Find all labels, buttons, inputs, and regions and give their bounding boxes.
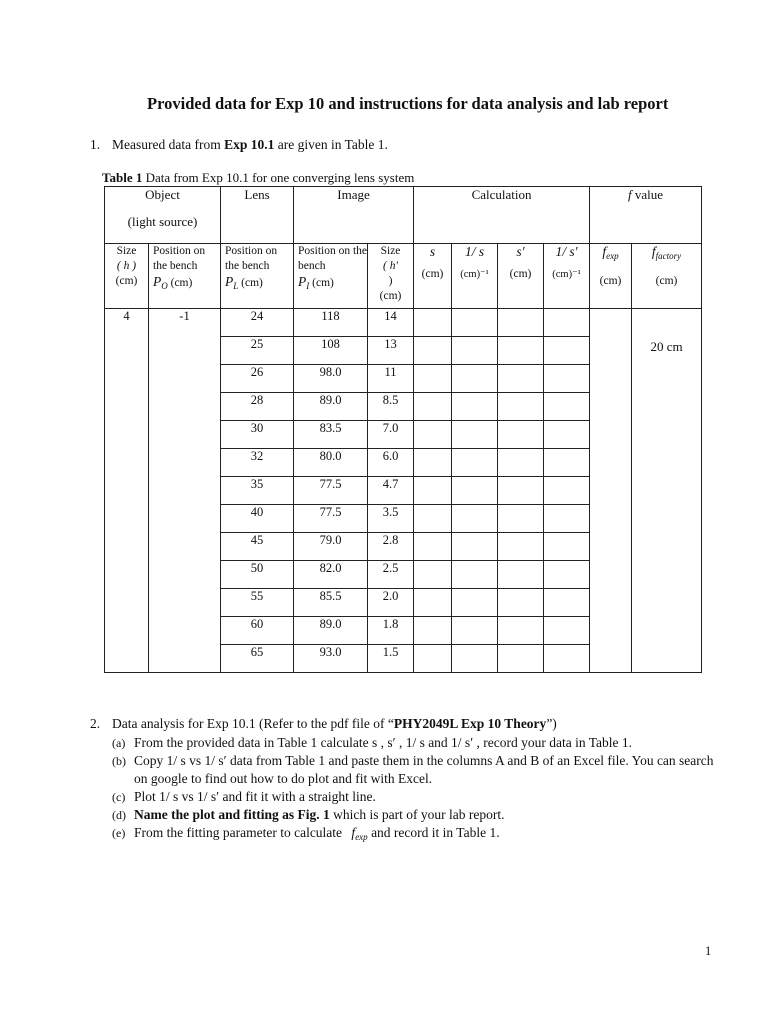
s-cell bbox=[414, 337, 452, 365]
object-position-cell: -1 bbox=[149, 309, 221, 673]
object-size-symbol: ( h ) bbox=[116, 260, 137, 272]
inv-s-prime-cell bbox=[544, 421, 590, 449]
group-lens: Lens bbox=[221, 187, 294, 244]
s-prime-cell bbox=[498, 589, 544, 617]
inv-s-cell bbox=[452, 365, 498, 393]
f-exp-subscript: exp bbox=[606, 251, 619, 261]
image-position-cell: 93.0 bbox=[294, 645, 368, 673]
table-body bbox=[105, 309, 702, 673]
inv-s-cell bbox=[452, 589, 498, 617]
f-factory-cell bbox=[632, 309, 702, 673]
s-prime-cell bbox=[498, 393, 544, 421]
instruction-a-label: (a) bbox=[112, 736, 126, 750]
f-exp-cell bbox=[590, 309, 632, 673]
image-size-close: ) bbox=[388, 275, 393, 287]
instruction-c-text: Plot 1/ s vs 1/ s′ and fit it with a straight line. bbox=[134, 789, 376, 804]
instruction-c-label: (c) bbox=[112, 790, 126, 804]
f-exp-unit: (cm) bbox=[599, 275, 622, 287]
s-prime-cell bbox=[498, 645, 544, 673]
inv-s-prime-cell bbox=[544, 309, 590, 337]
object-size-unit: (cm) bbox=[115, 275, 138, 287]
section-1-text-after: are given in Table 1. bbox=[274, 137, 388, 152]
inv-s-prime-cell bbox=[544, 449, 590, 477]
s-prime-cell bbox=[498, 421, 544, 449]
section-2-heading-bold: PHY2049L Exp 10 Theory bbox=[393, 716, 547, 731]
lens-position-cell: 50 bbox=[221, 561, 294, 589]
group-f-value bbox=[590, 187, 702, 244]
image-position-subscript: I bbox=[306, 281, 310, 291]
inv-s-prime-cell bbox=[544, 617, 590, 645]
image-size-cell: 1.8 bbox=[368, 617, 414, 645]
table-row bbox=[105, 309, 702, 337]
image-position-cell: 77.5 bbox=[294, 505, 368, 533]
image-size-cell: 8.5 bbox=[368, 393, 414, 421]
page-number: 1 bbox=[705, 944, 712, 958]
col-header-inv-s-prime bbox=[544, 244, 590, 309]
s-cell bbox=[414, 393, 452, 421]
instruction-b-text: Copy 1/ s vs 1/ s′ data from Table 1 and paste them in the columns A and B of an Excel file. You can search on google to find out how to do plot and fit with Excel. bbox=[134, 753, 714, 786]
inv-s-unit: (cm)⁻¹ bbox=[460, 269, 489, 280]
inv-s-prime-cell bbox=[544, 533, 590, 561]
lens-position-cell: 40 bbox=[221, 505, 294, 533]
inv-s-cell bbox=[452, 393, 498, 421]
inv-s-prime-cell bbox=[544, 505, 590, 533]
inv-s-prime-cell bbox=[544, 589, 590, 617]
image-position-cell: 85.5 bbox=[294, 589, 368, 617]
image-size-cell: 2.0 bbox=[368, 589, 414, 617]
section-1-text-before: Measured data from bbox=[112, 137, 225, 152]
col-header-inv-s bbox=[452, 244, 498, 309]
inv-s-cell bbox=[452, 309, 498, 337]
lens-position-cell: 24 bbox=[221, 309, 294, 337]
instruction-a-text: From the provided data in Table 1 calculate s , s′ , 1/ s and 1/ s′ , record your data in Table 1. bbox=[134, 735, 633, 750]
lens-position-symbol: P bbox=[225, 274, 234, 289]
lens-position-cell: 32 bbox=[221, 449, 294, 477]
image-size-cell: 13 bbox=[368, 337, 414, 365]
col-header-object-size bbox=[105, 244, 149, 309]
inv-s-prime-symbol: 1/ s′ bbox=[555, 244, 578, 259]
s-prime-cell bbox=[498, 617, 544, 645]
inv-s-prime-cell bbox=[544, 477, 590, 505]
s-cell bbox=[414, 421, 452, 449]
table-column-header-row bbox=[105, 244, 702, 309]
instruction-d bbox=[112, 806, 730, 824]
image-position-cell: 108 bbox=[294, 337, 368, 365]
col-header-s bbox=[414, 244, 452, 309]
section-2-heading-text: Data analysis for Exp 10.1 (Refer to the pdf file of “ bbox=[112, 716, 394, 731]
inv-s-cell bbox=[452, 561, 498, 589]
s-prime-unit: (cm) bbox=[509, 268, 532, 280]
f-exp-symbol: f bbox=[602, 244, 607, 259]
lens-position-cell: 45 bbox=[221, 533, 294, 561]
s-prime-symbol: s′ bbox=[516, 244, 525, 259]
instruction-e-label: (e) bbox=[112, 826, 126, 840]
image-size-unit: (cm) bbox=[379, 290, 402, 302]
inv-s-cell bbox=[452, 449, 498, 477]
section-2-heading-end: ”) bbox=[546, 716, 557, 731]
s-prime-cell bbox=[498, 533, 544, 561]
col-header-f-exp bbox=[590, 244, 632, 309]
col-header-image-position bbox=[294, 244, 368, 309]
s-cell bbox=[414, 505, 452, 533]
inv-s-prime-cell bbox=[544, 645, 590, 673]
group-image: Image bbox=[294, 187, 414, 244]
inv-s-cell bbox=[452, 477, 498, 505]
inv-s-cell bbox=[452, 421, 498, 449]
lens-position-subscript: L bbox=[233, 281, 239, 291]
image-size-cell: 3.5 bbox=[368, 505, 414, 533]
inv-s-cell bbox=[452, 505, 498, 533]
instruction-d-text: which is part of your lab report. bbox=[329, 807, 505, 822]
object-position-symbol: P bbox=[153, 274, 162, 289]
col-header-f-factory bbox=[632, 244, 702, 309]
image-position-cell: 118 bbox=[294, 309, 368, 337]
inv-s-cell bbox=[452, 337, 498, 365]
inv-s-prime-unit: (cm)⁻¹ bbox=[552, 269, 581, 280]
lens-position-cell: 28 bbox=[221, 393, 294, 421]
s-cell bbox=[414, 533, 452, 561]
s-cell bbox=[414, 589, 452, 617]
image-size-cell: 6.0 bbox=[368, 449, 414, 477]
lens-position-title: Position on the bench bbox=[225, 245, 278, 272]
f-value-label: value bbox=[631, 187, 664, 202]
image-size-cell: 14 bbox=[368, 309, 414, 337]
image-size-cell: 2.8 bbox=[368, 533, 414, 561]
instruction-e bbox=[112, 824, 730, 846]
table-caption-label: Table 1 bbox=[102, 170, 143, 185]
col-header-s-prime bbox=[498, 244, 544, 309]
col-header-lens-position bbox=[221, 244, 294, 309]
image-size-cell: 2.5 bbox=[368, 561, 414, 589]
s-prime-cell bbox=[498, 505, 544, 533]
lens-position-cell: 26 bbox=[221, 365, 294, 393]
instruction-d-bold: Name the plot and fitting as Fig. 1 bbox=[134, 807, 330, 822]
section-1-number: 1. bbox=[90, 137, 101, 152]
object-position-unit: (cm) bbox=[167, 277, 193, 289]
group-calculation: Calculation bbox=[414, 187, 590, 244]
instruction-b bbox=[112, 752, 730, 788]
s-cell bbox=[414, 617, 452, 645]
lens-position-unit: (cm) bbox=[238, 277, 263, 289]
table-caption bbox=[102, 170, 414, 186]
instruction-b-label: (b) bbox=[112, 754, 126, 768]
image-position-cell: 77.5 bbox=[294, 477, 368, 505]
instruction-e-f-subscript: exp bbox=[355, 832, 368, 842]
lens-position-cell: 55 bbox=[221, 589, 294, 617]
lens-position-cell: 30 bbox=[221, 421, 294, 449]
instruction-e-f-symbol: f bbox=[351, 825, 356, 840]
image-size-cell: 7.0 bbox=[368, 421, 414, 449]
lens-position-cell: 60 bbox=[221, 617, 294, 645]
image-position-cell: 80.0 bbox=[294, 449, 368, 477]
instruction-e-text: From the fitting parameter to calculate bbox=[134, 825, 343, 840]
s-cell bbox=[414, 645, 452, 673]
image-position-cell: 83.5 bbox=[294, 421, 368, 449]
s-symbol: s bbox=[429, 244, 436, 259]
s-prime-cell bbox=[498, 477, 544, 505]
s-cell bbox=[414, 309, 452, 337]
object-size-cell: 4 bbox=[105, 309, 149, 673]
instruction-e-text-end: and record it in Table 1. bbox=[367, 825, 500, 840]
image-position-cell: 82.0 bbox=[294, 561, 368, 589]
image-position-symbol: P bbox=[298, 274, 307, 289]
section-2 bbox=[90, 716, 730, 846]
image-size-cell: 1.5 bbox=[368, 645, 414, 673]
s-prime-cell bbox=[498, 337, 544, 365]
inv-s-symbol: 1/ s bbox=[464, 244, 485, 259]
instruction-c bbox=[112, 788, 730, 806]
image-size-symbol: ( h′ bbox=[383, 260, 399, 272]
image-position-cell: 89.0 bbox=[294, 393, 368, 421]
s-cell bbox=[414, 449, 452, 477]
image-size-cell: 4.7 bbox=[368, 477, 414, 505]
instruction-a bbox=[112, 734, 730, 752]
inv-s-prime-cell bbox=[544, 561, 590, 589]
object-size-title: Size bbox=[116, 245, 137, 257]
lens-position-cell: 65 bbox=[221, 645, 294, 673]
section-1-bold: Exp 10.1 bbox=[224, 137, 275, 152]
group-object-sublabel: (light source) bbox=[127, 214, 198, 229]
lens-position-cell: 35 bbox=[221, 477, 294, 505]
image-position-cell: 89.0 bbox=[294, 617, 368, 645]
data-table bbox=[104, 186, 702, 673]
inv-s-cell bbox=[452, 533, 498, 561]
f-factory-value: 20 cm bbox=[650, 339, 683, 354]
s-prime-cell bbox=[498, 365, 544, 393]
inv-s-prime-cell bbox=[544, 365, 590, 393]
s-cell bbox=[414, 365, 452, 393]
f-value-symbol: f bbox=[628, 187, 632, 202]
section-1-text bbox=[90, 137, 388, 153]
lens-position-cell: 25 bbox=[221, 337, 294, 365]
group-object-label: Object bbox=[145, 187, 180, 202]
f-factory-symbol: f bbox=[651, 244, 656, 259]
table-group-header-row bbox=[105, 187, 702, 244]
group-object bbox=[105, 187, 221, 244]
inv-s-prime-cell bbox=[544, 337, 590, 365]
image-size-cell: 11 bbox=[368, 365, 414, 393]
s-cell bbox=[414, 477, 452, 505]
image-position-unit: (cm) bbox=[309, 277, 334, 289]
section-2-heading bbox=[90, 716, 730, 732]
s-unit: (cm) bbox=[421, 268, 444, 280]
section-2-number: 2. bbox=[90, 716, 101, 731]
table-caption-text: Data from Exp 10.1 for one converging lens system bbox=[142, 170, 415, 185]
image-position-cell: 98.0 bbox=[294, 365, 368, 393]
object-position-title: Position on the bench bbox=[153, 245, 206, 272]
image-position-title: Position on the bench bbox=[298, 245, 368, 272]
image-position-cell: 79.0 bbox=[294, 533, 368, 561]
s-prime-cell bbox=[498, 449, 544, 477]
inv-s-prime-cell bbox=[544, 393, 590, 421]
inv-s-cell bbox=[452, 617, 498, 645]
s-prime-cell bbox=[498, 561, 544, 589]
s-cell bbox=[414, 561, 452, 589]
col-header-image-size bbox=[368, 244, 414, 309]
f-factory-subscript: factory bbox=[655, 251, 682, 261]
document-title: Provided data for Exp 10 and instructions for data analysis and lab report bbox=[147, 94, 669, 113]
instruction-list bbox=[112, 734, 730, 846]
instruction-d-label: (d) bbox=[112, 808, 126, 822]
image-size-title: Size bbox=[380, 245, 401, 257]
s-prime-cell bbox=[498, 309, 544, 337]
f-factory-unit: (cm) bbox=[655, 275, 678, 287]
object-position-subscript: O bbox=[161, 281, 168, 291]
inv-s-cell bbox=[452, 645, 498, 673]
col-header-object-position bbox=[149, 244, 221, 309]
